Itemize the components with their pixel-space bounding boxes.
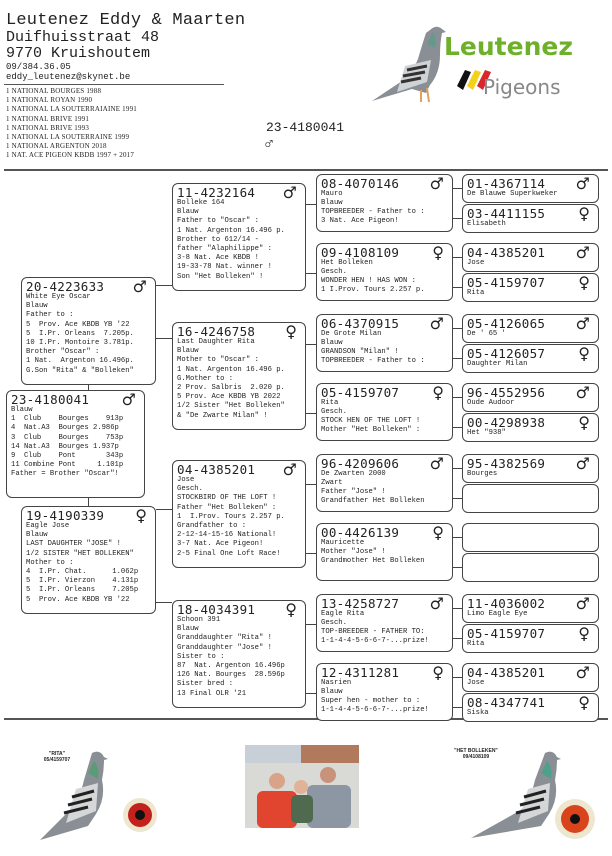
ring-number: 95-4382569 <box>467 456 546 471</box>
pedigree-line: Gesch. <box>321 408 347 416</box>
connector-line <box>306 344 316 345</box>
pigeon-name: Jose <box>467 259 485 267</box>
pedigree-line: De Zwarten 2000 <box>321 470 386 478</box>
connector-line <box>453 257 462 258</box>
connector-line <box>306 204 316 205</box>
ring-number: 04-4385201 <box>467 245 546 260</box>
achievement-item: 1 NAT. ACE PIGEON KBDB 1997 + 2017 <box>6 151 135 160</box>
pedigree-line: 1-1-4-4-5-6-6-7-...prize! <box>321 637 429 645</box>
het-bolleken-photo <box>450 745 600 845</box>
pedigree-line: 1 I.Prov. Tours 2.257 p. <box>177 512 285 521</box>
ring-number: 19-4190339 <box>26 508 105 523</box>
achievement-item: 1 NATIONAL ARGENTON 2018 <box>6 142 107 151</box>
pedigree-card-dam[interactable] <box>21 506 156 614</box>
male-icon: ♂ <box>282 183 297 202</box>
connector-line <box>453 567 462 568</box>
pedigree-line: 1 I.Prov. Tours 2.257 p. <box>321 286 425 294</box>
pedigree-line: WONDER HEN ! HAS WON : <box>321 277 416 285</box>
achievement-item: 1 NATIONAL BRIVE 1993 <box>6 123 90 132</box>
pedigree-line: 19-33-78 Nat. winner ! <box>177 263 272 272</box>
pedigree-line: Rita <box>321 399 339 407</box>
pedigree-line: Blauw <box>26 302 48 311</box>
ring-number: 06-4370915 <box>321 316 400 331</box>
ring-number: 20-4223633 <box>26 279 105 294</box>
ring-number: 18-4034391 <box>177 602 256 617</box>
pedigree-line: Eagle Jose <box>26 522 70 530</box>
ring-number: 01-4367114 <box>467 176 546 191</box>
pigeon-name: Rita <box>467 640 485 648</box>
pedigree-line: 1 Club Bourges 913p <box>11 415 124 424</box>
ring-number: 11-4232164 <box>177 185 256 200</box>
pedigree-line: De Grote Milan <box>321 330 382 338</box>
connector-line <box>453 218 462 219</box>
pedigree-line: Granddaughter "Rita" ! <box>177 634 272 643</box>
pedigree-line: STOCK HEN OF THE LOFT ! <box>321 417 421 425</box>
pedigree-line: 1 Nat. Argenton 16.496 p. <box>177 226 285 235</box>
pedigree-line: 5 I.Pr. Orleans 7.205p. <box>26 329 134 338</box>
pigeon-name: Jose <box>467 679 485 687</box>
pedigree-line: Blauw <box>321 199 343 207</box>
caption-ring: 05/4159707 <box>43 757 71 763</box>
male-icon: ♂ <box>575 454 590 473</box>
pedigree-line: 3-8 Nat. Ace KBDB ! <box>177 254 259 263</box>
connector-line <box>453 638 462 639</box>
connector-line <box>156 602 172 603</box>
pedigree-line: Blauw <box>177 208 199 217</box>
male-icon: ♂ <box>575 314 590 333</box>
pedigree-line: Blauw <box>26 531 48 540</box>
rita-photo <box>32 745 162 845</box>
pedigree-line: Mother "Jose" ! <box>321 548 386 556</box>
ring-number: 16-4246758 <box>177 324 256 339</box>
pedigree-line: Blauw <box>321 339 343 347</box>
connector-line <box>306 553 316 554</box>
achievements-list <box>6 87 137 161</box>
ring-number: 05-4159707 <box>321 385 400 400</box>
pedigree-line: 11 Combine Pont 1.101p <box>11 461 124 470</box>
pedigree-line: 3 Club Bourges 753p <box>11 433 124 442</box>
pedigree-line: Sister bred : <box>177 680 234 689</box>
breeder-city: 9770 Kruishoutem <box>6 45 151 62</box>
pedigree-card-great-grandparent[interactable] <box>316 243 453 301</box>
pedigree-line: 4 Nat.A3 Bourges 2.986p <box>11 424 119 433</box>
connector-line <box>88 498 89 506</box>
family-photo-icon <box>245 745 359 828</box>
connector-line <box>156 338 172 339</box>
female-icon: ♀ <box>285 322 297 341</box>
pedigree-line: LAST DAUGHTER "JOSE" ! <box>26 540 121 549</box>
connector-line <box>453 287 462 288</box>
pedigree-line: STOCKBIRD OF THE LOFT ! <box>177 494 277 503</box>
pedigree-line: Mauro <box>321 190 343 198</box>
pigeon-name: Oude Audoor <box>467 399 515 407</box>
pedigree-line: 1-1-4-4-5-6-6-7-...prize! <box>321 706 429 714</box>
pedigree-line: Last Daughter Rita <box>177 338 255 346</box>
male-icon: ♂ <box>429 454 444 473</box>
pedigree-line: Gesch. <box>321 619 347 627</box>
pedigree-line: Gesch. <box>177 485 203 494</box>
ring-number: 09-4108109 <box>321 245 400 260</box>
male-icon: ♂ <box>575 243 590 262</box>
pedigree-line: Sister to : <box>177 652 225 661</box>
logo-text-leutenez: Leutenez <box>444 32 573 61</box>
pedigree-line: Granddaughter "Jose" ! <box>177 643 272 652</box>
pigeon-name: Het "938" <box>467 429 506 437</box>
caption-name: "HET BOLLEKEN" <box>454 748 498 754</box>
pedigree-line: 3 Nat. Ace Pigeon! <box>321 217 399 225</box>
male-icon: ♂ <box>429 594 444 613</box>
pedigree-card-gen5[interactable] <box>462 484 599 513</box>
female-icon: ♀ <box>578 624 590 643</box>
female-icon: ♀ <box>578 204 590 223</box>
pedigree-line: Father to : <box>26 311 74 320</box>
pedigree-line: Father "Het Bolleken" : <box>177 503 277 512</box>
achievement-item: 1 NATIONAL BRIVE 1991 <box>6 114 90 123</box>
top-divider <box>4 169 608 171</box>
pedigree-card-gen5[interactable] <box>462 344 599 373</box>
pedigree-line: GRANDSON "Milan" ! <box>321 348 399 356</box>
ring-number: 11-4036002 <box>467 596 546 611</box>
header-divider <box>4 84 224 85</box>
male-icon: ♂ <box>282 460 297 479</box>
connector-line <box>306 484 316 485</box>
pedigree-card-gen5[interactable] <box>462 454 599 483</box>
connector-line <box>156 285 172 286</box>
connector-line <box>306 413 316 414</box>
pedigree-line: Het Bolleken <box>321 259 373 267</box>
pedigree-line: White Eye Oscar <box>26 293 91 301</box>
connector-line <box>453 608 462 609</box>
pedigree-line: 10 I.Pr. Montoire 3.781p. <box>26 339 134 348</box>
ring-number: 08-4347741 <box>467 695 546 710</box>
pedigree-card-great-grandparent[interactable] <box>316 383 453 441</box>
pedigree-line: 2 Prov. Salbris 2.020 p. <box>177 384 285 393</box>
pedigree-line: 1/2 Sister "Het Bolleken" <box>177 402 285 411</box>
pedigree-line: Son "Het Bolleken" ! <box>177 272 264 281</box>
pigeon-name: Limo Eagle Eye <box>467 610 528 618</box>
pedigree-line: Gesch. <box>321 268 347 276</box>
connector-line <box>453 707 462 708</box>
female-icon: ♀ <box>135 506 147 525</box>
pedigree-card-gen5[interactable] <box>462 523 599 552</box>
pigeon-name: Bourges <box>467 470 498 478</box>
het-bolleken-caption <box>452 748 500 760</box>
female-icon: ♀ <box>432 243 444 262</box>
male-icon: ♂ <box>575 383 590 402</box>
pedigree-card-gen5[interactable] <box>462 553 599 582</box>
pedigree-card-gen5[interactable] <box>462 174 599 203</box>
connector-line <box>306 624 316 625</box>
pedigree-line: Father "Jose" ! <box>321 488 386 496</box>
ring-number: 05-4126065 <box>467 316 546 331</box>
pedigree-line: Father = Brother "Oscar"! <box>11 470 119 479</box>
pedigree-line: Grandmother Het Bolleken <box>321 557 425 565</box>
pedigree-line: Blauw <box>321 688 343 696</box>
breeder-email[interactable]: eddy_leutenez@skynet.be <box>6 72 131 82</box>
female-icon: ♀ <box>578 413 590 432</box>
pedigree-card-subject[interactable] <box>6 390 145 498</box>
ring-number: 04-4385201 <box>467 665 546 680</box>
pedigree-card-great-grandparent[interactable] <box>316 523 453 581</box>
male-icon: ♂ <box>429 314 444 333</box>
ring-number: 05-4159707 <box>467 626 546 641</box>
ring-number: 03-4411155 <box>467 206 546 221</box>
male-icon: ♂ <box>575 663 590 682</box>
pedigree-line: TOPBREEDER - Father to : <box>321 357 425 365</box>
pedigree-line: G.Son "Rita" & "Bolleken" <box>26 366 134 375</box>
pedigree-line: 1/2 SISTER "HET BOLLEKEN" <box>26 549 134 558</box>
pedigree-line: 5 Prov. Ace KBDB YB 2022 <box>177 393 281 402</box>
pedigree-line: 87 Nat. Argenton 16.496p <box>177 662 285 671</box>
pedigree-line: 2-5 Final One Loft Race! <box>177 549 281 558</box>
pigeon-name: Elisabeth <box>467 220 506 228</box>
pedigree-card-great-grandparent[interactable] <box>316 594 453 652</box>
connector-line <box>306 693 316 694</box>
pedigree-line: 13 Final OLR '21 <box>177 689 247 698</box>
female-icon: ♀ <box>285 600 297 619</box>
female-icon: ♀ <box>578 273 590 292</box>
female-icon: ♀ <box>578 693 590 712</box>
logo-text-pigeons: Pigeons <box>483 75 561 99</box>
connector-line <box>453 537 462 538</box>
pedigree-card-great-grandparent[interactable] <box>316 454 453 512</box>
pedigree-line: 9 Club Pont 343p <box>11 452 124 461</box>
connector-line <box>453 188 462 189</box>
male-icon: ♂ <box>132 277 147 296</box>
pedigree-line: Blauw <box>11 406 33 414</box>
pedigree-line: Mother to : <box>26 558 74 567</box>
breeders-photo <box>245 745 359 828</box>
pedigree-card-great-grandparent[interactable] <box>316 174 453 232</box>
pedigree-line: Brother "Oscar" : <box>26 348 100 357</box>
rita-caption <box>32 751 82 763</box>
connector-line <box>453 397 462 398</box>
pedigree-line: 14 Nat.A3 Bourges 1.937p <box>11 442 119 451</box>
pedigree-line: Jose <box>177 476 195 484</box>
pedigree-line: TOP-BREEDER - FATHER TO: <box>321 628 425 636</box>
pedigree-line: 5 I.Pr. Vierzon 4.131p <box>26 577 139 586</box>
pedigree-line: G.Mother to : <box>177 374 234 383</box>
male-icon: ♂ <box>575 174 590 193</box>
pigeon-name: Rita <box>467 289 485 297</box>
connector-line <box>156 509 172 510</box>
pedigree-card-great-grandparent[interactable] <box>316 314 453 372</box>
pedigree-line: 5 Prov. Ace KBDB YB '22 <box>26 320 130 329</box>
breeder-phone: 09/384.36.05 <box>6 62 71 72</box>
pedigree-card-gen5[interactable] <box>462 314 599 343</box>
pedigree-card-sire[interactable] <box>21 277 156 385</box>
breeder-name: Leutenez Eddy & Maarten <box>6 11 246 30</box>
pigeon-name: Daughter Milan <box>467 360 528 368</box>
achievement-item: 1 NATIONAL LA SOUTERRAINE 1999 <box>6 133 130 142</box>
ring-number: 96-4552956 <box>467 385 546 400</box>
achievement-item: 1 NATIONAL ROYAN 1990 <box>6 96 93 105</box>
pedigree-line: 4 I.Pr. Chat. 1.062p <box>26 568 139 577</box>
ring-number: 96-4209606 <box>321 456 400 471</box>
pedigree-line: Brother to 612/14 - <box>177 235 259 244</box>
pedigree-line: TOPBREEDER - Father to : <box>321 208 425 216</box>
pedigree-card-gen5[interactable] <box>462 413 599 442</box>
pedigree-line: Father to "Oscar" : <box>177 217 259 226</box>
pedigree-line: Bolleke 164 <box>177 199 225 207</box>
pedigree-line: Schoon 391 <box>177 616 221 624</box>
achievement-item: 1 NATIONAL BOURGES 1988 <box>6 87 102 95</box>
pedigree-line: Eagle Rita <box>321 610 365 618</box>
female-icon: ♀ <box>432 383 444 402</box>
subject-ring-number: 23-4180041 <box>266 120 345 135</box>
caption-name: "RITA" <box>48 751 66 757</box>
pedigree-card-grandparent[interactable] <box>172 600 306 708</box>
pedigree-line: Grandfather Het Bolleken <box>321 497 425 505</box>
ring-number: 23-4180041 <box>11 392 90 407</box>
pedigree-card-gen5[interactable] <box>462 693 599 722</box>
pedigree-card-great-grandparent[interactable] <box>316 663 453 721</box>
pedigree-line: Super hen - mother to : <box>321 697 421 705</box>
connector-line <box>453 427 462 428</box>
ring-number: 04-4385201 <box>177 462 256 477</box>
pedigree-line: Blauw <box>177 347 199 356</box>
ring-number: 00-4298938 <box>467 415 546 430</box>
pedigree-card-gen5[interactable] <box>462 624 599 653</box>
pedigree-line: 2-12-14-15-16 National! <box>177 531 277 540</box>
pedigree-card-gen5[interactable] <box>462 663 599 692</box>
ring-number: 12-4311281 <box>321 665 400 680</box>
pedigree-line: 126 Nat. Bourges 28.596p <box>177 671 285 680</box>
pedigree-card-gen5[interactable] <box>462 204 599 233</box>
male-icon: ♂ <box>429 174 444 193</box>
male-icon: ♂ <box>121 390 136 409</box>
pigeon-name: De Blauwe Superkweker <box>467 190 558 198</box>
pigeon-name: De ' 65 ' <box>467 330 506 338</box>
pedigree-card-grandparent[interactable] <box>172 322 306 430</box>
female-icon: ♀ <box>432 523 444 542</box>
pedigree-line: Mauricette <box>321 539 365 547</box>
pedigree-line: & "De Zwarte Milan" ! <box>177 411 268 420</box>
pedigree-line: Grandfather to : <box>177 522 247 531</box>
ring-number: 05-4126057 <box>467 346 546 361</box>
connector-line <box>453 358 462 359</box>
pigeon-icon <box>450 745 600 845</box>
female-icon: ♀ <box>432 663 444 682</box>
pedigree-line: 5 I.Pr. Orleans 7.205p <box>26 586 139 595</box>
connector-line <box>453 677 462 678</box>
connector-line <box>453 498 462 499</box>
pedigree-card-grandparent[interactable] <box>172 460 306 568</box>
caption-ring: 09/4108109 <box>462 754 490 760</box>
pedigree-line: Mother "Het Bolleken" : <box>321 426 421 434</box>
pedigree-line: 3-7 Nat. Ace Pigeon! <box>177 540 264 549</box>
pedigree-line: 5 Prov. Ace KBDB YB '22 <box>26 595 130 604</box>
pedigree-line: 1 Nat. Argenton 16.496p. <box>26 357 134 366</box>
pedigree-line: Nasrien <box>321 679 352 687</box>
ring-number: 00-4426139 <box>321 525 400 540</box>
pedigree-card-gen5[interactable] <box>462 383 599 412</box>
female-icon: ♀ <box>578 344 590 363</box>
pedigree-card-gen5[interactable] <box>462 273 599 302</box>
male-icon: ♂ <box>575 594 590 613</box>
male-icon: ♂ <box>264 135 275 154</box>
pedigree-card-gen5[interactable] <box>462 243 599 272</box>
connector-line <box>88 385 89 391</box>
pedigree-line: 1 Nat. Argenton 16.496 p. <box>177 365 285 374</box>
achievement-item: 1 NATIONAL LA SOUTERRAIAINE 1991 <box>6 105 137 114</box>
connector-line <box>453 468 462 469</box>
ring-number: 05-4159707 <box>467 275 546 290</box>
pedigree-line: Zwart <box>321 479 343 487</box>
pedigree-line: Blauw <box>177 625 199 634</box>
ring-number: 13-4258727 <box>321 596 400 611</box>
pigeon-name: Siska <box>467 709 489 717</box>
connector-line <box>306 273 316 274</box>
connector-line <box>453 328 462 329</box>
pedigree-line: Mother to "Oscar" : <box>177 356 259 365</box>
pedigree-line: father "Alaphilippe" : <box>177 245 272 254</box>
pedigree-card-gen5[interactable] <box>462 594 599 623</box>
breeder-street: Duifhuisstraat 48 <box>6 29 160 46</box>
pedigree-card-grandparent[interactable] <box>172 183 306 291</box>
ring-number: 08-4070146 <box>321 176 400 191</box>
